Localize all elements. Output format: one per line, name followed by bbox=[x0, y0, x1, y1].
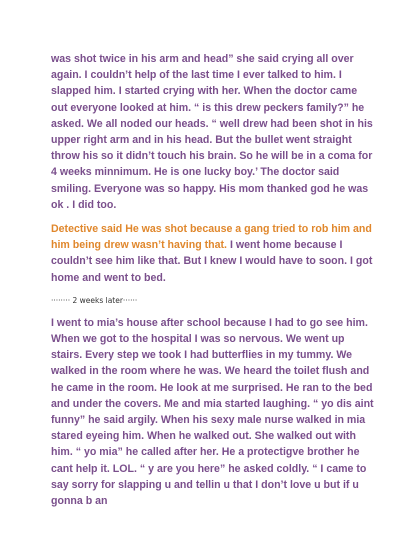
went-home-text: I went home because I couldn’t see him like that. But I knew I would have to soon. I got home and went to bed. bbox=[51, 239, 373, 284]
paragraph-hospital: was shot twice in his arm and head” she said crying all over again. I couldn’t help of the last time I ever talked to him. I slapped him. I started crying with her. When the doctor came out everyone looked at him. “ is this drew peckers family?” he asked. We all noded our heads. “ well drew had been shot in his upper right arm and in his head. But the bullet went straight throw his so it didn’t touch his brain. So he will be in a coma for 4 weeks minnimum. He is one lucky boy.’ The doctor said smiling. Everyone was so happy. His mom thanked god he was ok . I did too. bbox=[51, 53, 373, 211]
time-separator: ········ 2 weeks later······ bbox=[51, 295, 138, 305]
paragraph-detective bbox=[51, 221, 376, 286]
detective-statement: Detective said He was shot because a gang tried to rob him and him being drew wasn’t having that. bbox=[51, 223, 372, 252]
paragraph-visit: I went to mia’s house after school because I had to go see him. When we got to the hospital I was so nervous. We went up stairs. Every step we took I had butterflies in my tummy. We walked in the room where he was. We heard the toilet flush and he came in the room. He look at me surprised. He ran to the bed and under the covers. Me and mia started laughing. “ yo dis aint funny” he said argily. When his sexy male nurse walked in mia stared eyeing him. When he walked out. She walked out with him. “ yo mia” he called after her. He a protectigve brother he cant help it. LOL. “ y are you here” he asked coldly. “ I came to say sorry for slapping u and tellin u that I don’t love u but if u gonna b an bbox=[51, 316, 374, 508]
